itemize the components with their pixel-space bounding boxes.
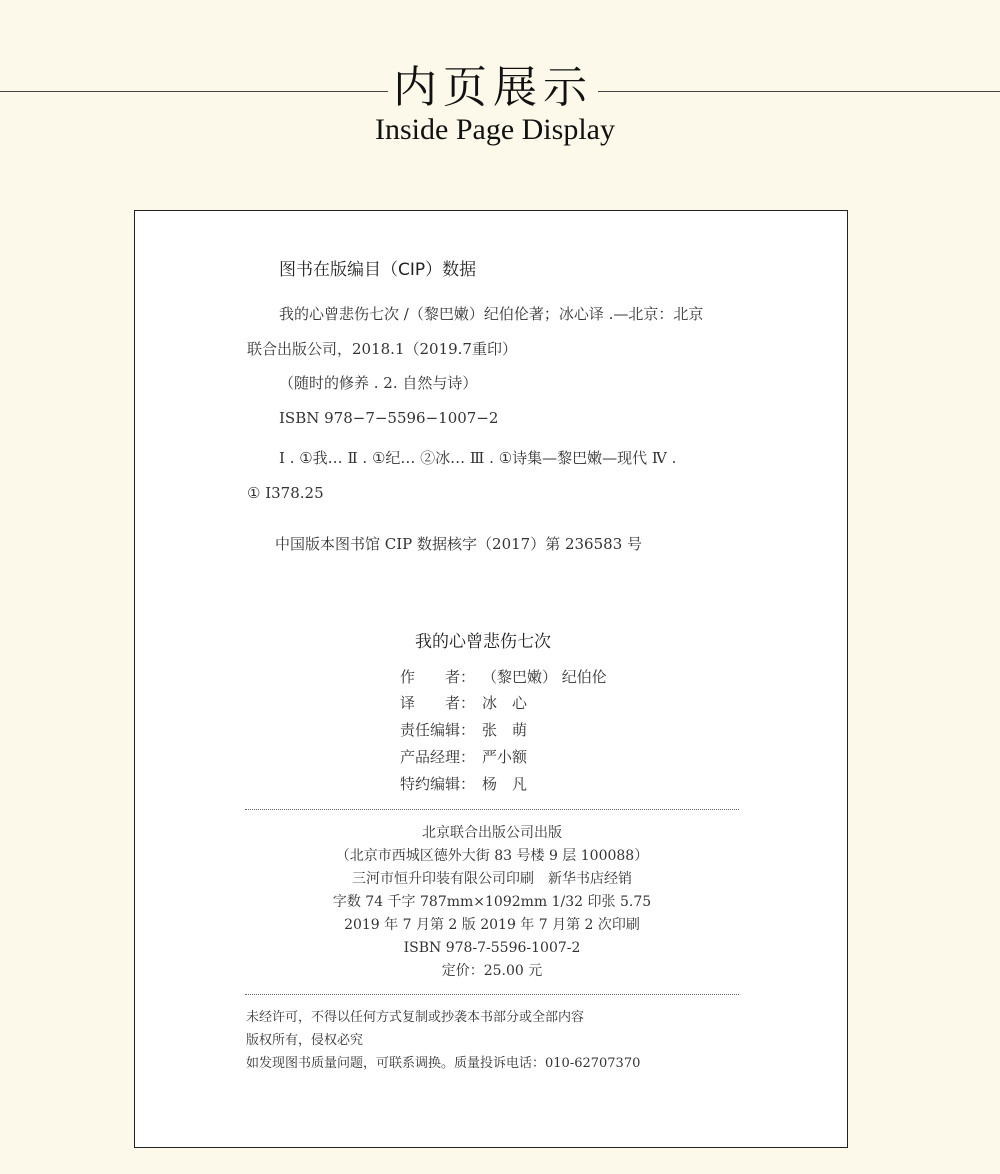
printer-info: 三河市恒升印装有限公司印刷 新华书店经销 [352, 871, 632, 887]
quality-notice: 如发现图书质量问题，可联系调换。质量投诉电话：010-62707370 [246, 1056, 641, 1071]
cip-record-number: 中国版本图书馆 CIP 数据核字（2017）第 236583 号 [275, 535, 643, 553]
credit-label: 产品经理： [400, 748, 476, 766]
credit-special-editor [400, 773, 527, 795]
credit-product-manager [400, 746, 527, 768]
cip-title: 图书在版编目（CIP）数据 [279, 260, 477, 280]
header-right-rule [598, 91, 1000, 92]
header-left-rule [0, 91, 388, 92]
credit-label: 责任编辑： [400, 721, 476, 739]
publisher-address: （北京市西城区德外大街 83 号楼 9 层 100088） [335, 848, 649, 864]
credit-author [400, 666, 607, 688]
credit-label: 作 者： [400, 668, 476, 686]
copy-notice: 未经许可，不得以任何方式复制或抄袭本书部分或全部内容 [246, 1010, 585, 1025]
cip-classification-2: ① I378.25 [247, 484, 324, 502]
credit-value: 冰 心 [482, 694, 528, 712]
cip-line-3: （随时的修养 . 2. 自然与诗） [279, 374, 478, 392]
cip-line-2: 联合出版公司，2018.1（2019.7重印） [247, 340, 517, 358]
credit-value: 杨 凡 [482, 775, 528, 793]
price-info: 定价：25.00 元 [441, 963, 543, 979]
credit-label: 译 者： [400, 694, 476, 712]
header-title-cn: 内页展示 [393, 62, 593, 113]
book-title: 我的心曾悲伤七次 [415, 632, 551, 652]
cip-isbn: ISBN 978−7−5596−1007−2 [279, 409, 499, 427]
dotted-divider-top [245, 809, 739, 810]
isbn-info: ISBN 978-7-5596-1007-2 [403, 940, 581, 956]
publisher-name: 北京联合出版公司出版 [422, 825, 562, 841]
format-info: 字数 74 千字 787mm×1092mm 1/32 印张 5.75 [332, 894, 652, 910]
credit-editor [400, 719, 527, 741]
cip-line-1: 我的心曾悲伤七次 /（黎巴嫩）纪伯伦著；冰心译 .—北京：北京 [279, 305, 704, 323]
copyright-page [134, 210, 848, 1148]
rights-notice: 版权所有，侵权必究 [246, 1033, 364, 1048]
dotted-divider-bottom [245, 994, 739, 995]
header-title-en: Inside Page Display [375, 113, 615, 146]
cip-classification-1: Ⅰ . ①我… Ⅱ . ①纪… ②冰… Ⅲ . ①诗集—黎巴嫩—现代 Ⅳ . [279, 449, 677, 467]
credit-label: 特约编辑： [400, 775, 476, 793]
credit-translator [400, 692, 527, 714]
credit-value: 严小额 [482, 748, 528, 766]
credit-value: （黎巴嫩） 纪伯伦 [482, 668, 607, 686]
credit-value: 张 萌 [482, 721, 528, 739]
edition-info: 2019 年 7 月第 2 版 2019 年 7 月第 2 次印刷 [344, 917, 640, 933]
